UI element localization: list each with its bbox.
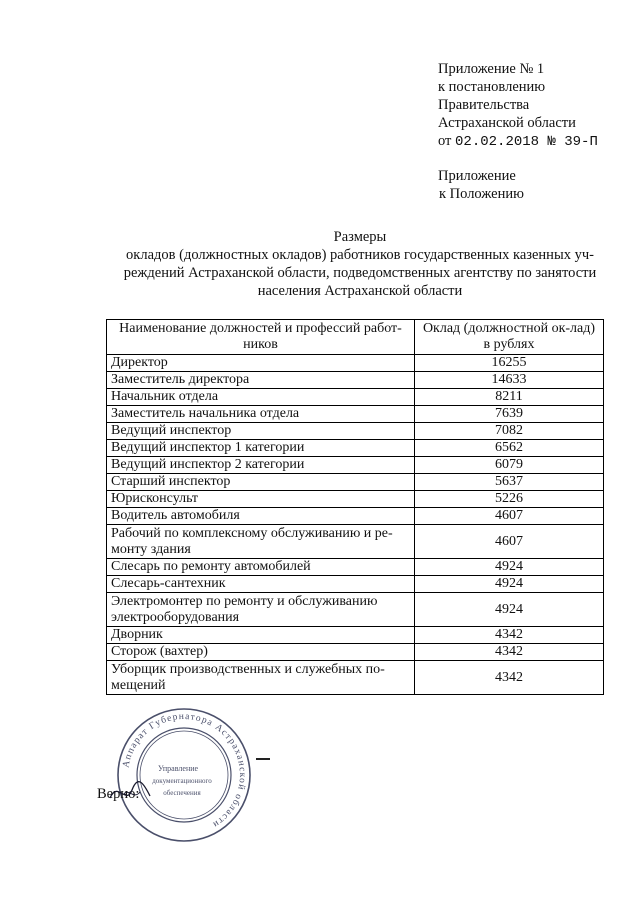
position-cell: Старший инспектор [107,474,415,491]
salary-cell: 4924 [415,576,604,593]
seal-inner-line: документационного [152,777,212,785]
table-row [107,627,604,644]
salary-cell: 4342 [415,644,604,661]
position-cell: Юрисконсульт [107,491,415,508]
column-header-position: Наименование должностей и профессий работ-ников [107,320,415,355]
appendix-line: к постановлению [438,79,546,95]
salary-cell: 14633 [415,372,604,389]
table-row [107,406,604,423]
table-row [107,372,604,389]
salary-cell: 4924 [415,559,604,576]
position-cell: Электромонтер по ремонту и обслуживанию электрооборудования [107,593,415,627]
table-row [107,559,604,576]
table-row [107,525,604,559]
position-cell: Рабочий по комплексному обслуживанию и ре-монту здания [107,525,415,559]
table-row [107,508,604,525]
table-row [107,457,604,474]
seal-inner-line: Управление [157,764,199,773]
salary-cell: 4607 [415,508,604,525]
salary-cell: 5226 [415,491,604,508]
position-cell: Директор [107,355,415,372]
position-cell: Уборщик производственных и служебных по-мещений [107,661,415,695]
table-row [107,644,604,661]
salary-cell: 5637 [415,474,604,491]
column-header-salary: Оклад (должностной ок-лад) в рублях [415,320,604,355]
title-line: окладов (должностных окладов) работников государственных казенных уч- [126,247,594,263]
salary-cell: 4342 [415,627,604,644]
position-cell: Заместитель начальника отдела [107,406,415,423]
salary-cell: 4924 [415,593,604,627]
salary-table [106,319,604,695]
appendix-line: Астраханской области [438,115,576,131]
salary-cell: 7639 [415,406,604,423]
table-row [107,423,604,440]
seal-outer-text: Аппарат Губернатора Астраханской области [121,711,248,830]
salary-cell: 4342 [415,661,604,695]
position-cell: Дворник [107,627,415,644]
table-row [107,491,604,508]
appendix-line: Правительства [438,97,530,113]
seal-inner-line: обеспечения [163,789,201,797]
salary-cell: 16255 [415,355,604,372]
table-row [107,474,604,491]
position-cell: Сторож (вахтер) [107,644,415,661]
table-row [107,593,604,627]
position-cell: Ведущий инспектор [107,423,415,440]
table-row [107,355,604,372]
position-cell: Слесарь по ремонту автомобилей [107,559,415,576]
table-row [107,440,604,457]
pen-mark [256,758,270,760]
salary-cell: 6562 [415,440,604,457]
title-line: населения Астраханской области [257,283,463,299]
position-cell: Ведущий инспектор 2 категории [107,457,415,474]
table-row [107,576,604,593]
salary-cell: 8211 [415,389,604,406]
position-cell: Слесарь-сантехник [107,576,415,593]
decree-prefix: от [438,133,452,149]
table-header-row [107,320,604,355]
handwritten-signature [100,770,160,810]
document-title [110,228,610,300]
verno-label: Верно: [97,786,140,802]
position-cell: Водитель автомобиля [107,508,415,525]
appendix-line: Приложение № 1 [438,61,545,77]
position-cell: Заместитель директора [107,372,415,389]
appendix-block [438,60,598,151]
decree-date-number: 02.02.2018 № 39-П [455,134,598,150]
decree-line [438,132,598,151]
position-cell: Начальник отдела [107,389,415,406]
title-line: реждений Астраханской области, подведомственных агентству по занятости [123,265,597,281]
appendix2-line: к Положению [439,186,524,202]
appendix2-line: Приложение [438,168,516,184]
table-row [107,389,604,406]
salary-cell: 6079 [415,457,604,474]
table-row [107,661,604,695]
position-cell: Ведущий инспектор 1 категории [107,440,415,457]
appendix2-block [438,167,524,203]
salary-cell: 7082 [415,423,604,440]
salary-cell: 4607 [415,525,604,559]
title-line: Размеры [333,229,387,245]
